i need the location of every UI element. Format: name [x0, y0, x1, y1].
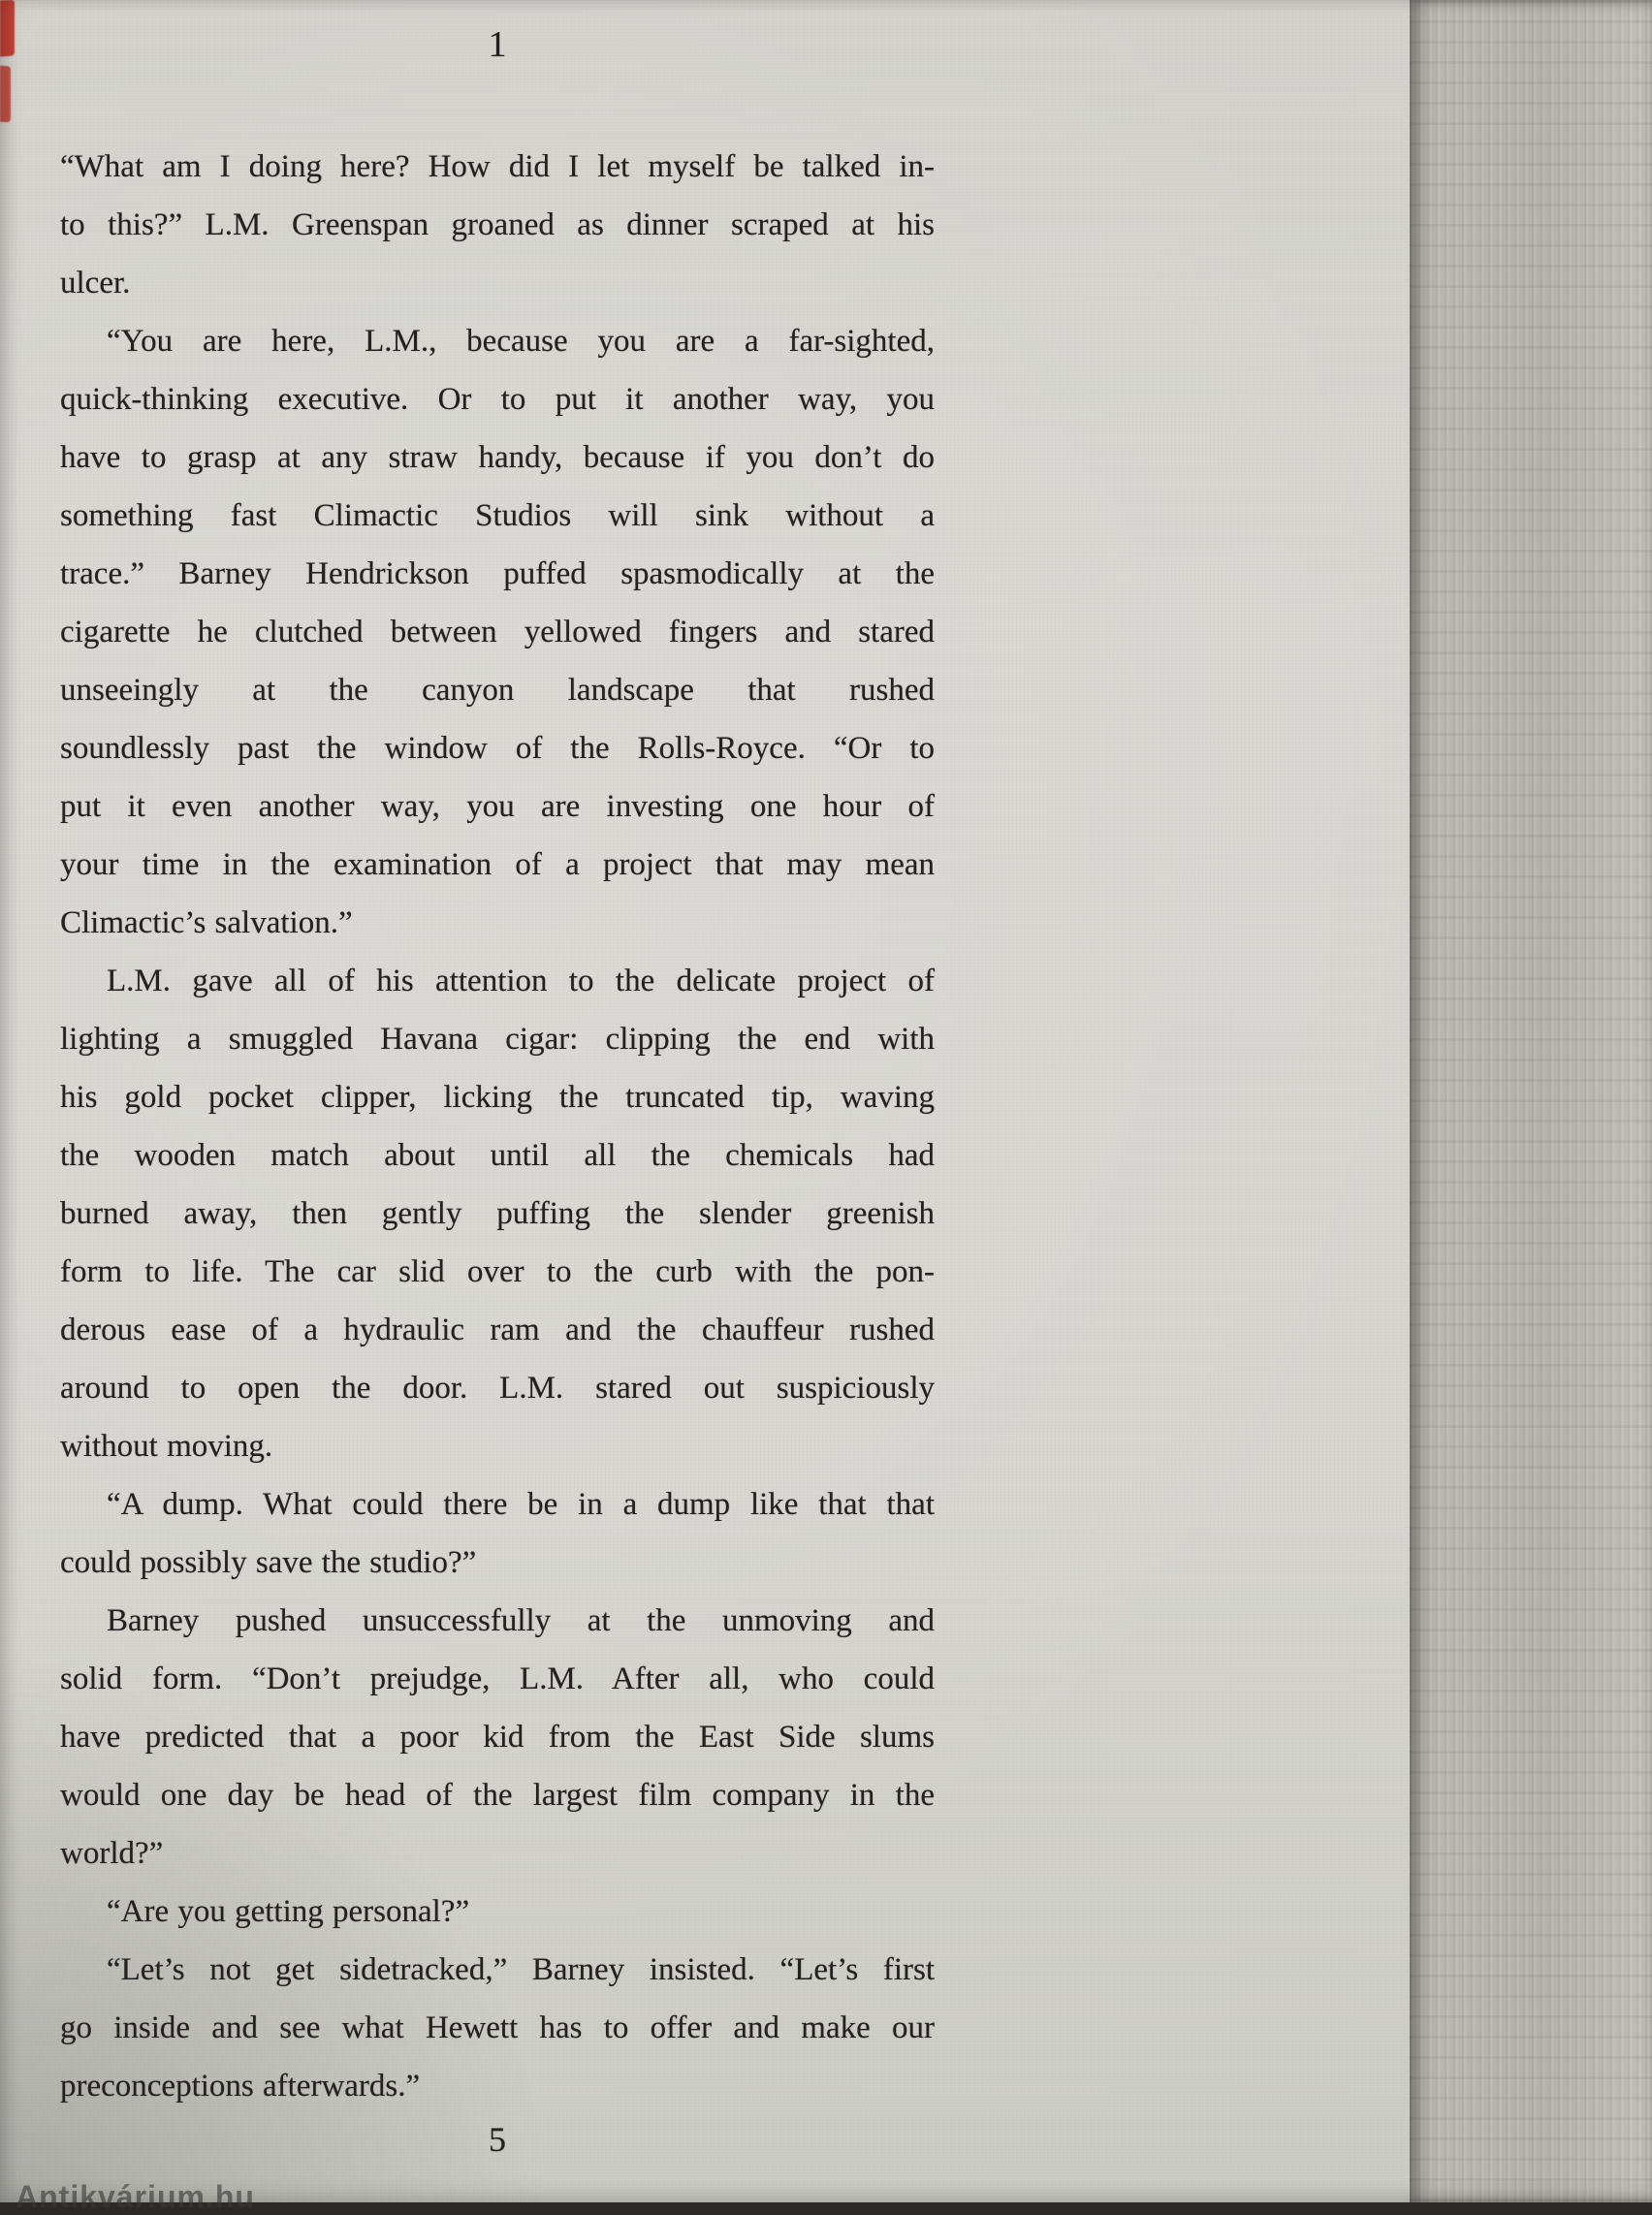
body-text: [60, 138, 935, 2115]
text-line: would one day be head of the largest film company in the: [60, 1778, 935, 1813]
watermark: Antikvárium.hu: [16, 2179, 255, 2214]
paragraph: [60, 138, 935, 312]
text-line: around to open the door. L.M. stared out suspiciously: [60, 1371, 935, 1406]
red-edge-mark: [0, 66, 11, 123]
page-number: 5: [489, 2120, 506, 2159]
text-line: quick-thinking executive. Or to put it another way, you: [60, 382, 935, 417]
text-line: soundlessly past the window of the Rolls-Royce. “Or to: [60, 731, 935, 766]
text-line: Climactic’s salvation.”: [60, 905, 353, 940]
text-line: burned away, then gently puffing the slender greenish: [60, 1196, 935, 1231]
text-line: solid form. “Don’t prejudge, L.M. After all, who could: [60, 1661, 935, 1696]
text-line: have to grasp at any straw handy, because if you don’t do: [60, 440, 935, 475]
text-line: have predicted that a poor kid from the East Side slums: [60, 1720, 935, 1755]
text-line: ulcer.: [60, 266, 131, 301]
text-line: derous ease of a hydraulic ram and the chauffeur rushed: [60, 1313, 935, 1347]
text-line: form to life. The car slid over to the curb with the pon-: [60, 1254, 935, 1289]
text-line: cigarette he clutched between yellowed fingers and stared: [60, 615, 935, 649]
text-line: world?”: [60, 1836, 164, 1871]
text-line: lighting a smuggled Havana cigar: clipping the end with: [60, 1022, 935, 1057]
text-line: “Let’s not get sidetracked,” Barney insisted. “Let’s first: [107, 1952, 935, 1987]
page-edge-band: [1410, 0, 1652, 2202]
paragraph: [60, 1941, 935, 2115]
text-line: “You are here, L.M., because you are a far-sighted,: [107, 324, 935, 359]
paragraph: [60, 952, 935, 1475]
paragraph: [60, 312, 935, 952]
text-line: “What am I doing here? How did I let myself be talked in-: [60, 149, 935, 184]
text-line: unseeingly at the canyon landscape that rushed: [60, 673, 935, 708]
paragraph: [60, 1883, 935, 1941]
paragraph: [60, 1475, 935, 1592]
text-line: could possibly save the studio?”: [60, 1545, 477, 1580]
text-line: the wooden match about until all the chemicals had: [60, 1138, 935, 1173]
text-line: Barney pushed unsuccessfully at the unmoving and: [107, 1603, 935, 1638]
paragraph: [60, 1592, 935, 1883]
text-line: L.M. gave all of his attention to the delicate project of: [107, 964, 935, 998]
text-line: to this?” L.M. Greenspan groaned as dinner scraped at his: [60, 207, 935, 242]
text-line: your time in the examination of a project that may mean: [60, 847, 935, 882]
text-line: without moving.: [60, 1429, 273, 1464]
chapter-number: 1: [488, 24, 507, 65]
text-line: preconceptions afterwards.”: [60, 2069, 421, 2104]
text-line: “A dump. What could there be in a dump like that that: [107, 1487, 935, 1522]
text-line: “Are you getting personal?”: [107, 1894, 470, 1929]
red-edge-mark: [0, 0, 15, 57]
text-line: his gold pocket clipper, licking the truncated tip, waving: [60, 1080, 935, 1115]
text-line: trace.” Barney Hendrickson puffed spasmodically at the: [60, 556, 935, 591]
text-line: put it even another way, you are investing one hour of: [60, 789, 935, 824]
text-line: something fast Climactic Studios will sink without a: [60, 498, 935, 533]
text-line: go inside and see what Hewett has to offer and make our: [60, 2010, 935, 2045]
